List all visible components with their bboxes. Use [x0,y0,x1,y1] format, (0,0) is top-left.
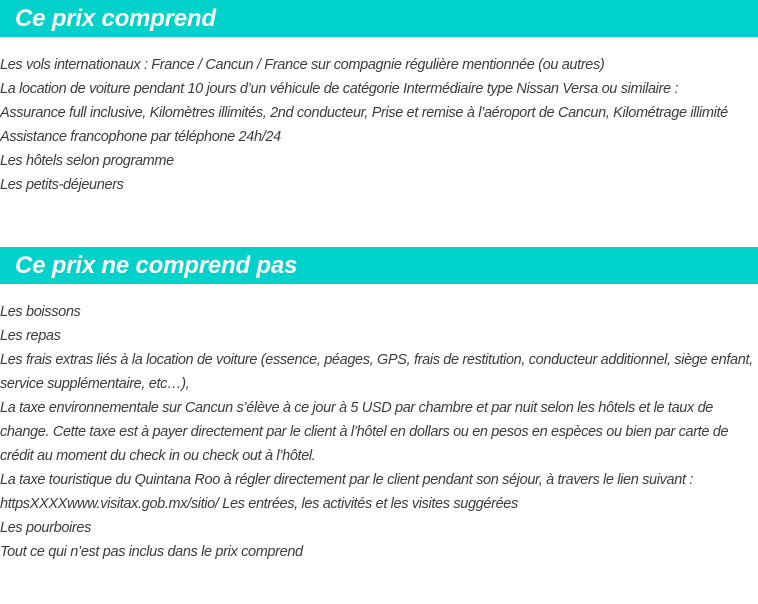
included-item: Les petits-déjeuners [0,177,124,193]
excluded-header: Ce prix ne comprend pas [0,247,758,284]
excluded-item: Les frais extras liés à la location de voiture (essence, péages, GPS, frais de restitution, conducteur additionnel, siège enfant, service supplémentaire, etc…), [0,352,753,392]
included-header: Ce prix comprend [0,0,758,37]
excluded-section [0,247,758,564]
included-item: La location de voiture pendant 10 jours d’un véhicule de catégorie Intermédiaire type Nissan Versa ou similaire : [0,81,679,97]
excluded-item: Les boissons [0,304,81,320]
included-list [0,53,758,197]
excluded-list [0,300,758,564]
excluded-item: Tout ce qui n’est pas inclus dans le prix comprend [0,544,303,560]
included-item: Les vols internationaux : France / Cancun / France sur compagnie régulière mentionnée (ou autres) [0,57,605,73]
excluded-item: Les repas [0,328,61,344]
included-item: Assurance full inclusive, Kilomètres illimités, 2nd conducteur, Prise et remise à l’aéroport de Cancun, Kilométrage illimité [0,105,728,121]
excluded-item: La taxe environnementale sur Cancun s’élève à ce jour à 5 USD par chambre et par nuit selon les hôtels et le taux de change. Cette taxe est à payer directement par le client à l’hôtel en dollars ou en pesos en espèces ou bien par carte de crédit au moment du check in ou check out à l’hôtel. [0,400,729,464]
excluded-item: La taxe touristique du Quintana Roo à régler directement par le client pendant son séjour, à travers le lien suivant : [0,472,693,488]
excluded-item: httpsXXXXwww.visitax.gob.mx/sitio/ Les entrées, les activités et les visites suggérées [0,496,518,512]
included-item: Assistance francophone par téléphone 24h/24 [0,129,281,145]
excluded-item: Les pourboires [0,520,92,536]
included-item: Les hôtels selon programme [0,153,174,169]
included-section [0,0,758,197]
